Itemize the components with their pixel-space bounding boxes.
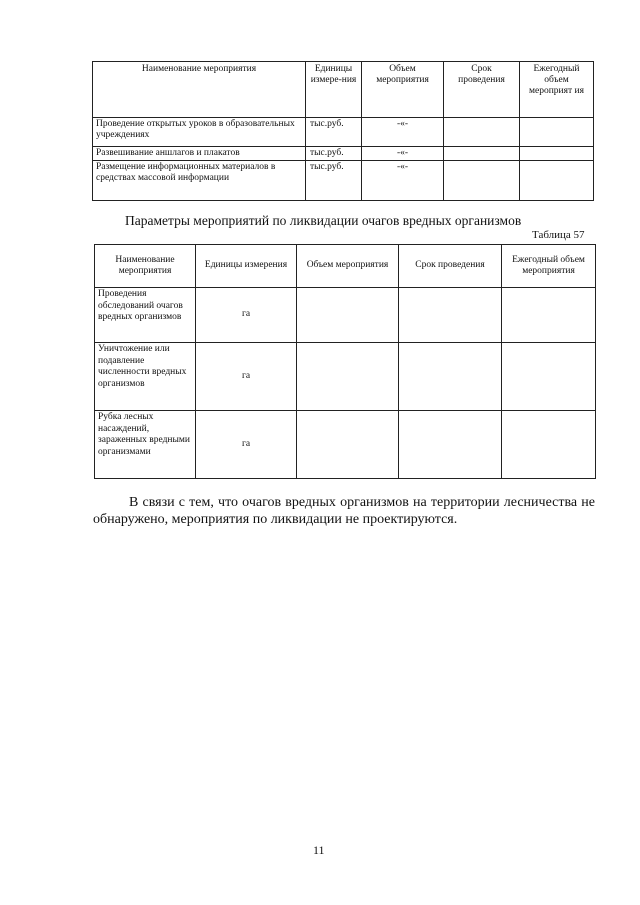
cell-volume: -«- xyxy=(362,118,444,147)
header-cell-annual: Ежегодный объем мероприят ия xyxy=(520,62,594,118)
cell-unit: га xyxy=(196,411,297,479)
cell-unit: тыс.руб. xyxy=(306,147,362,161)
cell-annual xyxy=(520,118,594,147)
cell-annual xyxy=(502,411,596,479)
cell-annual xyxy=(502,343,596,411)
header-cell-name: Наименование мероприятия xyxy=(95,245,196,288)
section-heading: Параметры мероприятий по ликвидации очагов вредных организмов xyxy=(125,213,522,228)
cell-unit: тыс.руб. xyxy=(306,161,362,201)
cell-term xyxy=(399,288,502,343)
events-table-2 xyxy=(94,244,596,479)
cell-annual xyxy=(502,288,596,343)
cell-annual xyxy=(520,161,594,201)
cell-unit: тыс.руб. xyxy=(306,118,362,147)
table-row xyxy=(93,147,594,161)
cell-term xyxy=(399,411,502,479)
table-row xyxy=(93,118,594,147)
cell-term xyxy=(444,147,520,161)
header-cell-volume: Объем мероприятия xyxy=(297,245,399,288)
table-row xyxy=(95,343,596,411)
cell-volume xyxy=(297,411,399,479)
table-header-row xyxy=(93,62,594,118)
header-cell-term: Срок проведения xyxy=(444,62,520,118)
cell-name: Развешивание аншлагов и плакатов xyxy=(93,147,306,161)
header-cell-volume: Объем мероприятия xyxy=(362,62,444,118)
header-cell-name: Наименование мероприятия xyxy=(93,62,306,118)
table-number: Таблица 57 xyxy=(532,229,585,241)
cell-name: Проведения обследований очагов вредных организмов xyxy=(95,288,196,343)
cell-volume: -«- xyxy=(362,147,444,161)
header-cell-term: Срок проведения xyxy=(399,245,502,288)
cell-unit: га xyxy=(196,288,297,343)
events-table-1 xyxy=(92,61,594,201)
table-row xyxy=(95,411,596,479)
table-row xyxy=(95,288,596,343)
cell-name: Проведение открытых уроков в образовательных учреждениях xyxy=(93,118,306,147)
table-header-row xyxy=(95,245,596,288)
page-number: 11 xyxy=(313,843,325,857)
header-cell-unit: Единицы измерения xyxy=(196,245,297,288)
cell-volume xyxy=(297,288,399,343)
cell-name: Уничтожение или подавление численности вредных организмов xyxy=(95,343,196,411)
cell-unit: га xyxy=(196,343,297,411)
header-cell-annual: Ежегодный объем мероприятия xyxy=(502,245,596,288)
cell-volume xyxy=(297,343,399,411)
cell-term xyxy=(444,118,520,147)
cell-name: Рубка лесных насаждений, зараженных вредными организмами xyxy=(95,411,196,479)
cell-annual xyxy=(520,147,594,161)
table-row xyxy=(93,161,594,201)
header-cell-unit: Единицы измере-ния xyxy=(306,62,362,118)
cell-volume: -«- xyxy=(362,161,444,201)
body-paragraph: В связи с тем, что очагов вредных организмов на территории лесничества не обнаружено, мероприятия по ликвидации не проектируются. xyxy=(93,495,595,527)
cell-name: Размещение информационных материалов в средствах массовой информации xyxy=(93,161,306,201)
cell-term xyxy=(444,161,520,201)
cell-term xyxy=(399,343,502,411)
